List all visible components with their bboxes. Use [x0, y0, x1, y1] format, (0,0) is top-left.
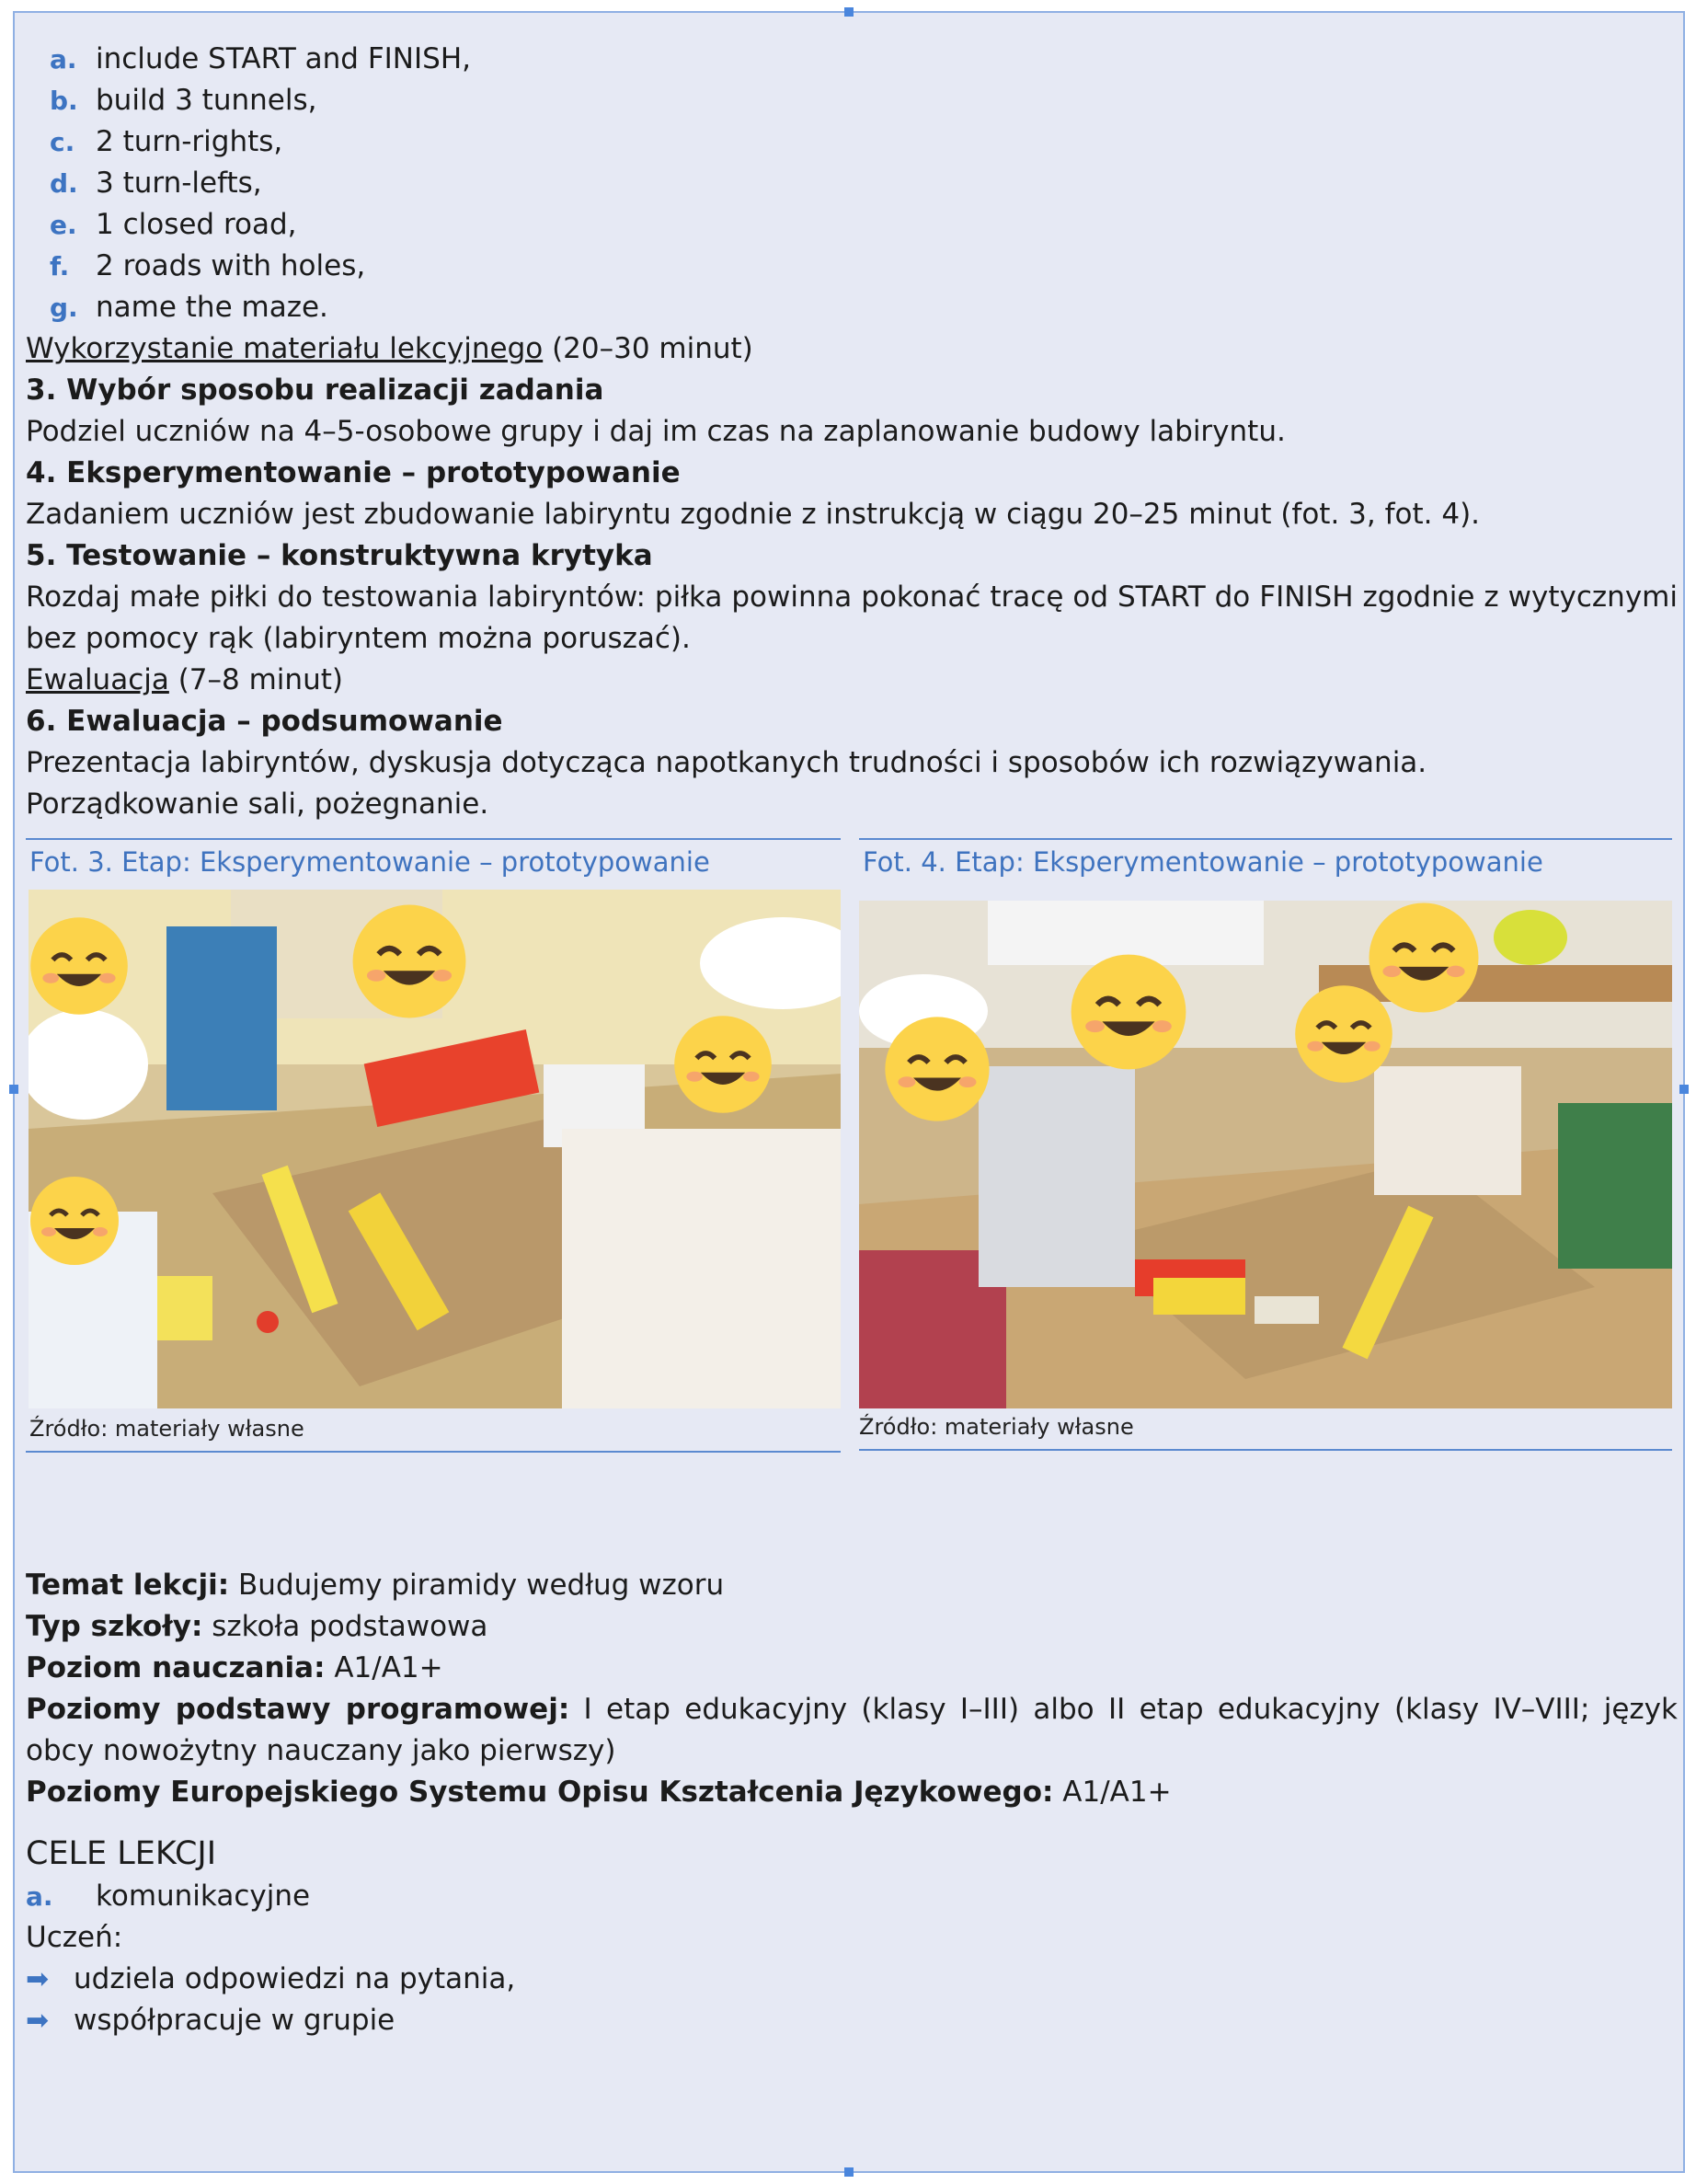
- resize-handle-bottom[interactable]: [844, 2167, 854, 2177]
- figure-caption: Fot. 3. Etap: Eksperymentowanie – prototypowanie: [29, 846, 710, 878]
- stage-heading: Wykorzystanie materiału lekcyjnego (20–30 minut): [26, 332, 753, 365]
- figure-bottom-rule: [859, 1449, 1672, 1451]
- figure-3: [26, 838, 841, 1464]
- document-page: [13, 11, 1685, 2173]
- list-item: b. build 3 tunnels,: [50, 84, 317, 117]
- smiling-face-icon: [1367, 901, 1481, 1015]
- figure-caption: Fot. 4. Etap: Eksperymentowanie – prototypowanie: [863, 846, 1543, 878]
- photo-classroom-maze-2: [859, 901, 1672, 1408]
- step-text: Porządkowanie sali, pożegnanie.: [26, 787, 489, 821]
- smiling-face-icon: [29, 1175, 120, 1267]
- resize-handle-top[interactable]: [844, 7, 854, 17]
- step-title: 5. Testowanie – konstruktywna krytyka: [26, 539, 653, 572]
- list-item: g. name the maze.: [50, 291, 328, 324]
- list-item: e. 1 closed road,: [50, 208, 297, 241]
- step-text: Podziel uczniów na 4–5-osobowe grupy i daj im czas na zaplanowanie budowy labiryntu.: [26, 415, 1286, 448]
- photo-classroom-maze-1: [29, 890, 841, 1408]
- task-list: [26, 39, 1678, 328]
- goal-bullet: ➡ współpracuje w grupie: [26, 2000, 1678, 2041]
- photo-illustration: [859, 901, 1672, 1408]
- figure-row: [26, 838, 1678, 1464]
- resize-handle-right[interactable]: [1679, 1085, 1689, 1094]
- goals-heading: CELE LEKCJI: [26, 1835, 217, 1872]
- step-title: 3. Wybór sposobu realizacji zadania: [26, 374, 604, 407]
- list-item: f. 2 roads with holes,: [50, 249, 366, 282]
- smiling-face-icon: [672, 1014, 774, 1115]
- figure-source: Źródło: materiały własne: [29, 1416, 304, 1442]
- step-text: Prezentacja labiryntów, dyskusja dotycząca napotkanych trudności i sposobów ich rozwiązywania.: [26, 746, 1427, 779]
- meta-curriculum: Poziomy podstawy programowej: I etap edukacyjny (klasy I–III) albo II etap edukacyjny (klasy IV–VIII; język obcy nowożytny nauczany jako pierwszy): [26, 1693, 1678, 1767]
- meta-topic: Temat lekcji: Budujemy piramidy według wzoru: [26, 1569, 725, 1602]
- smiling-face-icon: [29, 915, 130, 1017]
- resize-handle-left[interactable]: [9, 1085, 18, 1094]
- arrow-right-icon: ➡: [26, 2005, 50, 2037]
- figure-4: [859, 838, 1672, 1464]
- smiling-face-icon: [350, 902, 468, 1020]
- step-text: Zadaniem uczniów jest zbudowanie labiryntu zgodnie z instrukcją w ciągu 20–25 minut (fot. 3, fot. 4).: [26, 498, 1481, 531]
- stage-heading: Ewaluacja (7–8 minut): [26, 663, 343, 696]
- goals-item: a. komunikacyjne: [26, 1879, 311, 1913]
- meta-level: Poziom nauczania: A1/A1+: [26, 1651, 443, 1684]
- smiling-face-icon: [1069, 952, 1188, 1072]
- step-title: 6. Ewaluacja – podsumowanie: [26, 705, 503, 738]
- step-title: 4. Eksperymentowanie – prototypowanie: [26, 456, 681, 489]
- meta-school: Typ szkoły: szkoła podstawowa: [26, 1610, 488, 1643]
- list-item: c. 2 turn-rights,: [50, 125, 283, 158]
- meta-cefr: Poziomy Europejskiego Systemu Opisu Kształcenia Językowego: A1/A1+: [26, 1776, 1172, 1809]
- figure-bottom-rule: [26, 1451, 841, 1453]
- smiling-face-icon: [883, 1015, 991, 1123]
- step-text: Rozdaj małe piłki do testowania labiryntów: piłka powinna pokonać tracę od START do FINISH zgodnie z wytycznymi bez pomocy rąk (labiryntem można poruszać).: [26, 580, 1678, 655]
- document-content: [26, 39, 1678, 2041]
- figure-source: Źródło: materiały własne: [859, 1414, 1134, 1440]
- list-item: a. include START and FINISH,: [50, 42, 471, 75]
- lesson-metadata: [26, 1565, 1678, 1813]
- list-item: d. 3 turn-lefts,: [50, 167, 262, 200]
- goals-student: Uczeń:: [26, 1921, 123, 1954]
- arrow-right-icon: ➡: [26, 1963, 50, 1995]
- goal-bullet: ➡ udziela odpowiedzi na pytania,: [26, 1959, 1678, 2000]
